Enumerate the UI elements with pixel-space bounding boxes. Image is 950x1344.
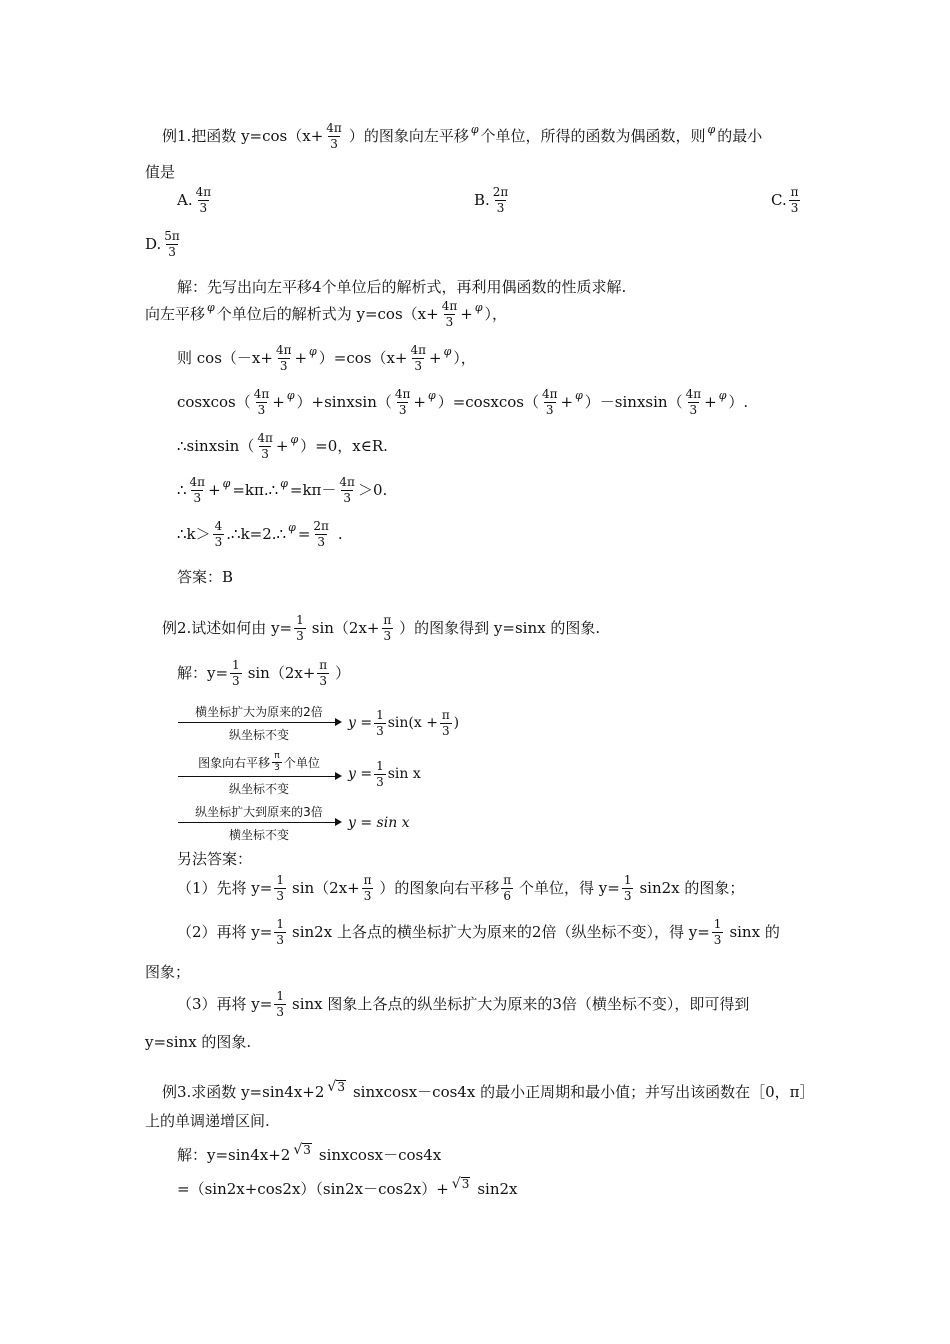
text: sinx 的 bbox=[729, 922, 780, 941]
transform-step-3 bbox=[178, 803, 410, 843]
ex2-alt-step2-cont bbox=[145, 965, 190, 980]
text: + bbox=[275, 436, 289, 455]
denominator: 3 bbox=[317, 534, 325, 549]
transform-arrow bbox=[178, 803, 340, 843]
phi-symbol: φ bbox=[309, 344, 317, 358]
denominator: 3 bbox=[790, 200, 799, 215]
numerator: 4π bbox=[410, 343, 427, 357]
numerator: 5π bbox=[164, 229, 180, 243]
fraction bbox=[440, 709, 452, 737]
text: + bbox=[460, 304, 473, 323]
fraction bbox=[501, 874, 513, 902]
text: + bbox=[272, 392, 285, 411]
text: （3）再将 y= bbox=[177, 994, 273, 1013]
text: 解：y= bbox=[177, 663, 229, 682]
fraction bbox=[382, 614, 394, 642]
phi-symbol: φ bbox=[718, 388, 727, 402]
text: ）=0，x∈R. bbox=[300, 436, 388, 455]
phi-symbol: φ bbox=[290, 432, 299, 446]
numerator: 1 bbox=[232, 658, 240, 672]
text: + bbox=[294, 348, 308, 367]
ex1-question-line1 bbox=[162, 122, 762, 150]
numerator: 4π bbox=[189, 475, 206, 489]
denominator: 3 bbox=[276, 1004, 284, 1019]
text: 的最小 bbox=[717, 126, 763, 145]
numerator: π bbox=[441, 707, 450, 722]
phi-symbol: φ bbox=[288, 520, 296, 534]
fraction bbox=[338, 476, 356, 504]
text: ）的图象得到 y=sinx 的图象. bbox=[399, 618, 601, 637]
ex1-solution-line1 bbox=[177, 280, 626, 295]
text: （2）再将 y= bbox=[177, 922, 273, 941]
option-label: C. bbox=[771, 190, 787, 209]
numerator: 2π bbox=[313, 519, 329, 533]
text: = bbox=[297, 524, 311, 543]
text: + bbox=[560, 392, 574, 411]
denominator: 3 bbox=[623, 888, 632, 903]
numerator: 4 bbox=[214, 519, 223, 533]
sqrt-3 bbox=[452, 1177, 471, 1191]
text: =（sin2x+cos2x）（sin2x－cos2x）+ bbox=[177, 1180, 449, 1198]
radicand: 3 bbox=[461, 1176, 470, 1191]
fraction bbox=[374, 709, 386, 737]
text: 上的单调递增区间. bbox=[145, 1112, 270, 1130]
phi-symbol: φ bbox=[286, 388, 295, 402]
transform-arrow bbox=[178, 703, 340, 743]
phi-symbol: φ bbox=[427, 388, 436, 402]
text: ）+sinxsin（ bbox=[296, 392, 392, 411]
text: ∴k＞ bbox=[177, 524, 211, 543]
text: ） bbox=[335, 663, 351, 682]
ex3-solution-line1 bbox=[177, 1141, 442, 1164]
text: =kπ.∴ bbox=[232, 480, 279, 499]
text: 向左平移 bbox=[145, 304, 206, 323]
denominator: 3 bbox=[445, 314, 454, 329]
text: sin x bbox=[387, 766, 421, 783]
option-b bbox=[474, 186, 511, 214]
fraction bbox=[163, 230, 181, 258]
denominator: 3 bbox=[274, 763, 280, 774]
phi-symbol: φ bbox=[280, 476, 288, 490]
text: 解：先写出向左平移4个单位后的解析式，再利用偶函数的性质求解. bbox=[177, 278, 627, 296]
text: sinxcosx－cos4x bbox=[318, 1146, 442, 1164]
numerator: π bbox=[383, 613, 392, 627]
ex3-question-line2 bbox=[145, 1114, 270, 1129]
text: sin（2x+ bbox=[292, 878, 360, 897]
numerator: 4π bbox=[326, 121, 342, 135]
fraction bbox=[374, 760, 386, 788]
text: 图象向右平移 bbox=[198, 756, 271, 771]
option-label: D. bbox=[145, 234, 162, 253]
ex1-solution-line2 bbox=[145, 300, 507, 328]
text: 答案：B bbox=[177, 568, 234, 586]
denominator: 3 bbox=[319, 673, 328, 688]
fraction bbox=[362, 874, 374, 902]
ex1-solution-line6 bbox=[177, 476, 387, 504]
phi-symbol: φ bbox=[474, 300, 483, 314]
text: （1）先将 y= bbox=[177, 878, 273, 897]
text: 值是 bbox=[145, 163, 176, 181]
text: 则 cos（－x+ bbox=[177, 348, 273, 367]
ex2-question bbox=[162, 614, 600, 642]
fraction bbox=[541, 388, 559, 416]
fraction bbox=[275, 344, 293, 372]
text: .∴k=2.∴ bbox=[226, 524, 287, 543]
text: sin(x + bbox=[387, 715, 438, 731]
option-a bbox=[177, 186, 214, 214]
denominator: 3 bbox=[279, 358, 288, 373]
fraction bbox=[195, 186, 213, 214]
fraction bbox=[256, 432, 274, 460]
denominator: 6 bbox=[503, 888, 512, 903]
text: y = bbox=[348, 766, 373, 783]
numerator: 4π bbox=[441, 299, 458, 313]
text: y = sin x bbox=[348, 815, 410, 831]
fraction bbox=[789, 186, 801, 214]
ex1-solution-line7 bbox=[177, 520, 343, 548]
transform-result bbox=[348, 815, 410, 831]
fraction bbox=[274, 874, 286, 902]
numerator: π bbox=[274, 751, 280, 761]
ex1-solution-line4 bbox=[177, 388, 748, 416]
text: 例3.求函数 y=sin4x+2 bbox=[162, 1083, 325, 1101]
fraction bbox=[253, 388, 271, 416]
fraction bbox=[409, 344, 427, 372]
phi-symbol: φ bbox=[207, 300, 215, 314]
arrow-bottom-label: 纵坐标不变 bbox=[228, 728, 289, 742]
text: 例1.把函数 y=cos（x+ bbox=[162, 126, 324, 145]
ex2-alt-step3 bbox=[177, 990, 749, 1018]
arrow-top-label: 纵坐标扩大到原来的3倍 bbox=[195, 805, 323, 819]
text: 个单位后的解析式为 y=cos（x+ bbox=[216, 304, 439, 323]
text: 个单位，得 y= bbox=[519, 878, 620, 897]
radical-icon: √ bbox=[293, 1141, 303, 1158]
text: ) bbox=[453, 715, 460, 731]
numerator: 4π bbox=[257, 431, 273, 445]
ex2-alt-step2 bbox=[177, 918, 780, 946]
fraction bbox=[230, 659, 242, 687]
fraction bbox=[272, 752, 282, 774]
fraction bbox=[274, 990, 286, 1018]
numerator: 4π bbox=[195, 185, 212, 199]
text: ）， bbox=[453, 348, 476, 367]
radicand: 3 bbox=[337, 1079, 345, 1094]
phi-symbol: φ bbox=[707, 122, 716, 136]
text: ＞0. bbox=[357, 480, 388, 499]
sqrt-3 bbox=[327, 1080, 346, 1094]
phi-symbol: φ bbox=[470, 122, 479, 136]
text: ）的图象向右平移 bbox=[379, 878, 500, 897]
denominator: 3 bbox=[343, 490, 351, 505]
denominator: 3 bbox=[330, 136, 338, 151]
numerator: 4π bbox=[394, 387, 411, 401]
arrow-bottom-label: 横坐标不变 bbox=[228, 828, 289, 842]
text: y = bbox=[348, 715, 373, 731]
text: sin（2x+ bbox=[311, 618, 380, 637]
option-d bbox=[145, 230, 183, 258]
right-arrow-icon bbox=[178, 776, 340, 777]
numerator: 1 bbox=[623, 873, 632, 887]
phi-symbol: φ bbox=[443, 344, 452, 358]
denominator: 3 bbox=[199, 200, 208, 215]
numerator: 4π bbox=[685, 387, 702, 401]
fraction bbox=[712, 918, 724, 946]
transform-result bbox=[348, 760, 421, 788]
denominator: 3 bbox=[363, 888, 372, 903]
ex3-question-line1 bbox=[162, 1078, 815, 1101]
option-label: B. bbox=[474, 190, 490, 209]
text: ）=cos（x+ bbox=[318, 348, 408, 367]
numerator: 4π bbox=[339, 475, 355, 489]
text: sin2x 上各点的横坐标扩大为原来的2倍（纵坐标不变），得 y= bbox=[292, 922, 710, 941]
text: ∴ bbox=[177, 480, 187, 499]
right-arrow-icon bbox=[178, 722, 340, 723]
text: + bbox=[413, 392, 426, 411]
denominator: 3 bbox=[545, 402, 554, 417]
numerator: π bbox=[503, 873, 512, 887]
fraction-4pi-3 bbox=[325, 122, 343, 150]
text: cosxcos（ bbox=[177, 392, 251, 411]
ex2-alt-step3-cont bbox=[145, 1035, 251, 1050]
transform-step-1 bbox=[178, 703, 459, 743]
phi-symbol: φ bbox=[575, 388, 583, 402]
text: sin2x bbox=[477, 1180, 518, 1198]
denominator: 3 bbox=[276, 888, 284, 903]
phi-symbol: φ bbox=[222, 476, 231, 490]
text: =kπ－ bbox=[289, 480, 337, 499]
ex1-question-line2 bbox=[145, 165, 175, 180]
denominator: 3 bbox=[689, 402, 698, 417]
arrow-bottom-label: 纵坐标不变 bbox=[228, 781, 289, 796]
arrow-top-label bbox=[198, 752, 320, 776]
denominator: 3 bbox=[376, 723, 384, 738]
fraction bbox=[685, 388, 703, 416]
numerator: 1 bbox=[296, 613, 304, 627]
denominator: 3 bbox=[214, 534, 223, 549]
text: 个单位 bbox=[283, 756, 320, 771]
text: 个单位，所得的函数为偶函数，则 bbox=[480, 126, 706, 145]
radicand: 3 bbox=[303, 1142, 311, 1157]
numerator: 2π bbox=[492, 185, 509, 199]
ex3-solution-line2 bbox=[177, 1175, 518, 1198]
fraction bbox=[492, 186, 510, 214]
fraction bbox=[394, 388, 412, 416]
numerator: 1 bbox=[276, 917, 284, 931]
denominator: 3 bbox=[383, 628, 392, 643]
text: 另法答案： bbox=[177, 850, 253, 868]
numerator: 4π bbox=[275, 343, 292, 357]
ex2-solution-start bbox=[177, 659, 350, 687]
fraction bbox=[294, 614, 306, 642]
denominator: 3 bbox=[441, 723, 450, 738]
text: ）的图象向左平移 bbox=[348, 126, 469, 145]
right-arrow-icon bbox=[178, 822, 340, 823]
text: + bbox=[704, 392, 717, 411]
fraction bbox=[622, 874, 634, 902]
denominator: 3 bbox=[232, 673, 240, 688]
numerator: 1 bbox=[376, 707, 384, 722]
numerator: 1 bbox=[276, 989, 284, 1003]
denominator: 3 bbox=[276, 932, 284, 947]
text: 例2.试述如何由 y= bbox=[162, 618, 293, 637]
text: ∴sinxsin（ bbox=[177, 436, 255, 455]
text: 图象； bbox=[145, 963, 191, 981]
transform-arrow bbox=[178, 752, 340, 797]
fraction bbox=[189, 476, 207, 504]
radical-icon: √ bbox=[451, 1175, 461, 1192]
ex2-alt-step1 bbox=[177, 874, 744, 902]
transform-step-2 bbox=[178, 752, 421, 797]
fraction bbox=[317, 659, 329, 687]
text: sinx 图象上各点的纵坐标扩大为原来的3倍（横坐标不变），即可得到 bbox=[292, 994, 750, 1013]
fraction bbox=[213, 520, 225, 548]
numerator: 1 bbox=[376, 759, 384, 774]
option-label: A. bbox=[177, 190, 193, 209]
denominator: 3 bbox=[376, 774, 384, 789]
ex1-solution-line3 bbox=[177, 344, 476, 372]
ex1-answer bbox=[177, 570, 233, 585]
denominator: 3 bbox=[414, 358, 423, 373]
fraction bbox=[274, 918, 286, 946]
numerator: 1 bbox=[713, 917, 722, 931]
text: . bbox=[337, 524, 343, 543]
transform-result bbox=[348, 709, 459, 737]
ex1-solution-line5 bbox=[177, 432, 388, 460]
numerator: 1 bbox=[276, 873, 284, 887]
denominator: 3 bbox=[496, 200, 505, 215]
text: ）－sinxsin（ bbox=[584, 392, 683, 411]
ex2-alt-heading bbox=[177, 852, 252, 867]
text: 解：y=sin4x+2 bbox=[177, 1146, 291, 1164]
denominator: 3 bbox=[193, 490, 202, 505]
numerator: π bbox=[363, 873, 372, 887]
text: y=sinx 的图象. bbox=[145, 1033, 252, 1051]
text: + bbox=[208, 480, 221, 499]
text: ）=cosxcos（ bbox=[437, 392, 539, 411]
option-c bbox=[771, 186, 802, 214]
denominator: 3 bbox=[261, 446, 269, 461]
sqrt-3 bbox=[293, 1143, 312, 1157]
denominator: 3 bbox=[296, 628, 304, 643]
denominator: 3 bbox=[257, 402, 266, 417]
denominator: 3 bbox=[168, 244, 176, 259]
fraction bbox=[312, 520, 330, 548]
denominator: 3 bbox=[713, 932, 722, 947]
arrow-top-label: 横坐标扩大为原来的2倍 bbox=[195, 705, 323, 719]
text: ）， bbox=[484, 304, 508, 323]
numerator: π bbox=[319, 658, 328, 672]
numerator: π bbox=[790, 185, 799, 199]
text: sin2x 的图象； bbox=[639, 878, 745, 897]
numerator: 4π bbox=[541, 387, 558, 401]
text: sinxcosx－cos4x 的最小正周期和最小值；并写出该函数在［0，π］ bbox=[352, 1083, 815, 1101]
text: + bbox=[429, 348, 442, 367]
denominator: 3 bbox=[398, 402, 407, 417]
text: sin（2x+ bbox=[247, 663, 316, 682]
text: ）. bbox=[728, 392, 749, 411]
fraction bbox=[441, 300, 459, 328]
radical-icon: √ bbox=[327, 1078, 337, 1095]
numerator: 4π bbox=[253, 387, 270, 401]
